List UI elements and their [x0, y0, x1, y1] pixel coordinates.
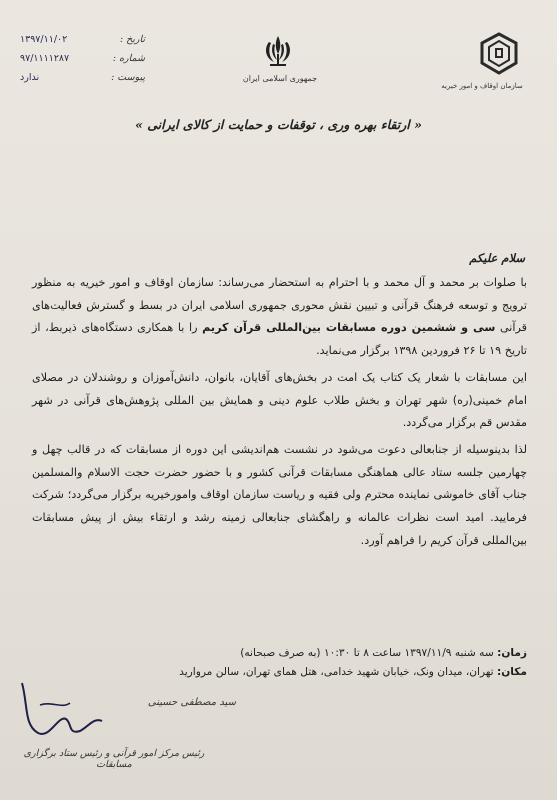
date-label: تاریخ : [119, 34, 145, 45]
paragraph-1-start: با صلوات بر محمد و آل محمد و با احترام به استحضار می‌رساند: سازمان اوقاف و امور خیریه به منظور ترویج و توسعه فرهنگ قرآنی و تبیین نقش محوری جمهوری اسلامی ایران در بسط و گسترش فعالیت‌های قرآنی [32, 276, 528, 335]
paragraph-1 [32, 272, 527, 363]
place-value: تهران، میدان ونک، خیابان شهید خدامی، هتل همای تهران، سالن مروارید [179, 666, 494, 678]
time-value: سه شنبه ۱۳۹۷/۱۱/۹ ساعت ۸ تا ۱۰:۳۰ (به صرف صبحانه) [240, 647, 494, 659]
place-label: مکان: [497, 666, 527, 678]
competition-name: سی و ششمین دوره مسابقات بین‌المللی قرآن کریم [202, 321, 496, 335]
paragraph-3: لذا بدینوسیله از جنابعالی دعوت می‌شود در نشست هم‌اندیشی این دوره از مسابقات که در قالب چهل و چهارمین جلسه ستاد عالی هماهنگی مسابقات قرآنی کشور و با حضور حضرت حجت الاسلام والمسلمین جناب آقای خاموشی نماینده محترم ولی فقیه و ریاست سازمان اوقاف وامورخیریه برگزار می‌گردد؛ شرکت فرمایید. امید است نظرات عالمانه و راهگشای جنابعالی زمینه رشد و ارتقاء بیش از پیش مسابقات بین‌المللی قرآن کریم را فراهم آورد. [32, 442, 527, 547]
date-value: ۱۳۹۷/۱۱/۰۲ [20, 34, 68, 45]
number-row [20, 49, 145, 68]
letter-meta [20, 30, 145, 87]
org-caption: سازمان اوقاف و امور خیریه [441, 82, 523, 90]
time-line [32, 647, 527, 659]
paragraph-2: این مسابقات با شعار یک کتاب یک امت در بخش‌های آقایان، بانوان، دانش‌آموزان و روشندلان در مصلای امام خمینی(ره) شهر تهران و بخش طلاب علوم دینی و همایش بین المللی پژوهش‌های قرآنی در شهر مقدس قم برگزار می‌گردد. [32, 370, 527, 430]
attachment-row [20, 68, 145, 87]
number-value: ۹۷/۱۱۱۱۲۸۷ [20, 53, 70, 64]
attachment-label: پیوست : [111, 72, 145, 83]
letter-body [32, 272, 527, 556]
number-label: شماره : [112, 53, 145, 64]
handwritten-signature [10, 675, 110, 745]
time-label: زمان: [497, 647, 527, 659]
signatory-name: سید مصطفی حسینی [147, 697, 236, 708]
signatory-title: رئیس مرکز امور قرآنی و رئیس ستاد برگزاری مسابقات [23, 748, 205, 770]
slogan: « ارتقاء بهره وری ، توقفات و حمایت از کالای ایرانی » [135, 117, 422, 132]
attachment-value: ندارد [20, 72, 40, 83]
paragraph-1-end: را با همکاری دستگاه‌های ذیربط، از تاریخ ۱۹ تا ۲۶ فروردین ۱۳۹۸ برگزار می‌نماید. [32, 321, 527, 358]
date-row [20, 30, 145, 49]
iran-emblem-icon [258, 32, 298, 72]
salutation: سلام علیکم [469, 251, 525, 265]
country-caption: جمهوری اسلامی ایران [242, 74, 318, 83]
awqaf-logo-icon [479, 32, 519, 76]
